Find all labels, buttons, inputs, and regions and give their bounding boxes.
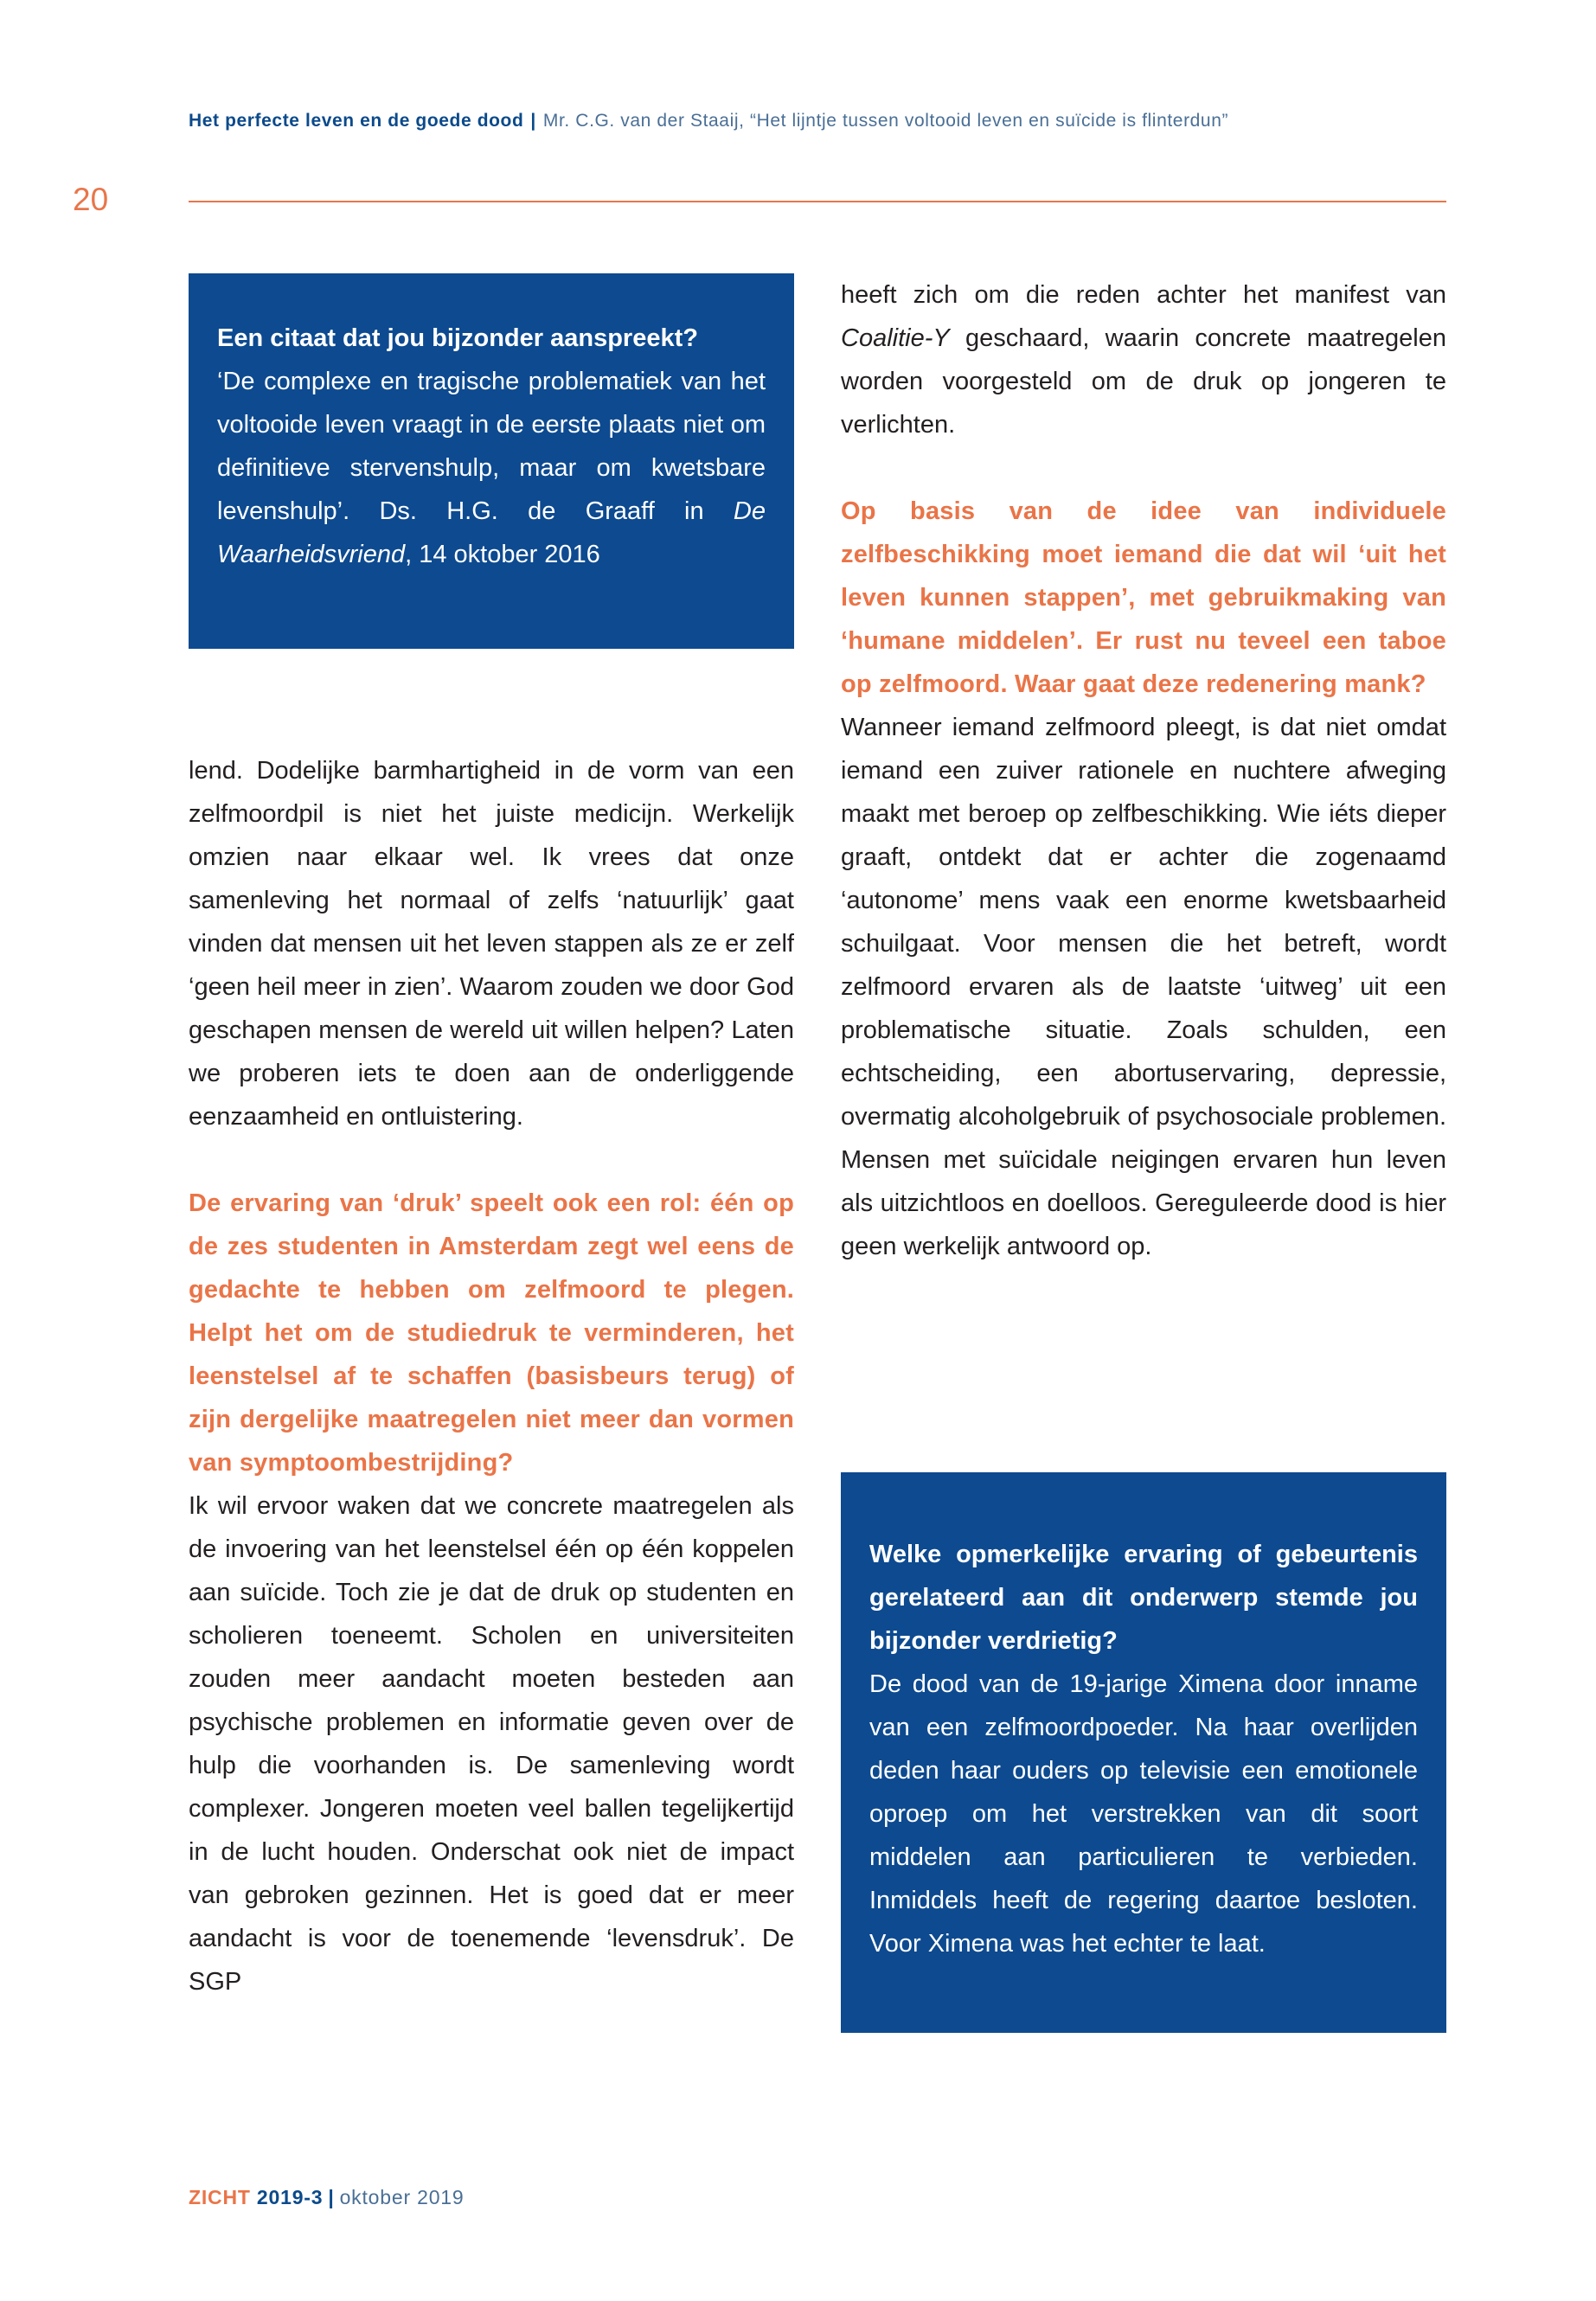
header-subtitle: Mr. C.G. van der Staaij, “Het lijntje tussen voltooid leven en suïcide is flinterdun” — [542, 111, 1229, 131]
left-paragraph-1: lend. Dodelijke barmhartigheid in de vorm van een zelfmoordpil is niet het juiste medicijn. Werkelijk omzien naar elkaar wel. Ik vrees dat onze samenleving het normaal of zelfs ‘natuurlijk’ gaat vinden dat mensen uit het leven stappen als ze er zelf ‘geen heil meer in zien’. Waarom zouden we door God geschapen mensen de wereld uit willen helpen? Laten we proberen iets te doen aan de onderliggende eenzaamheid en ontluistering. — [189, 757, 794, 1131]
right-column — [841, 273, 1446, 1268]
quote-box-question: Een citaat dat jou bijzonder aanspreekt? — [217, 324, 698, 352]
quote-box-text: ‘De complexe en tragische problematiek van het voltooide leven vraagt in de eerste plaats niet om definitieve stervenshulp, maar om kwetsbare levenshulp’. Ds. H.G. de Graaff in De Waarheidsvriend, 14 oktober 2016 — [217, 368, 766, 568]
experience-box-question: Welke opmerkelijke ervaring of gebeurtenis gerelateerd aan dit onderwerp stemde jou bijzonder verdrietig? — [869, 1541, 1418, 1655]
left-column — [189, 749, 794, 2003]
quote-box-italic-source: De Waarheidsvriend — [217, 497, 766, 568]
right-paragraph-2: Wanneer iemand zelfmoord pleegt, is dat niet omdat iemand een zuiver rationele en nuchtere afweging maakt met beroep op zelfbeschikking. Wie iéts dieper graaft, ontdekt dat er achter die zogenaamd ‘autonome’ mens vaak een enorme kwetsbaarheid schuilgaat. Voor mensen die het betreft, wordt zelfmoord ervaren als de laatste ‘uitweg’ uit een problematische situatie. Zoals schulden, een echtscheiding, een abortuservaring, depressie, overmatig alcoholgebruik of psychosociale problemen. Mensen met suïcidale neigingen ervaren hun leven als uitzichtloos en doelloos. Gereguleerde dood is hier geen werkelijk antwoord op. — [841, 714, 1446, 1260]
left-paragraph-2: Ik wil ervoor waken dat we concrete maatregelen als de invoering van het leenstelsel één op één koppelen aan suïcide. Toch zie je dat de druk op studenten en scholieren toeneemt. Scholen en universiteiten zouden meer aandacht moeten besteden aan psychische problemen en informatie geven over de hulp die voorhanden is. De samenleving wordt complexer. Jongeren moeten veel ballen tegelijkertijd in de lucht houden. Onderschat ook niet de impact van gebroken gezinnen. Het is goed dat er meer aandacht is voor de toenemende ‘levensdruk’. De SGP — [189, 1492, 794, 1996]
running-header — [189, 111, 1452, 131]
experience-box — [841, 1472, 1446, 2033]
header-rule — [189, 201, 1446, 202]
footer-separator: | — [328, 2186, 335, 2208]
right-interview-question: Op basis van de idee van individuele zelfbeschikking moet iemand die dat wil ‘uit het leven kunnen stappen’, met gebruikmaking van ‘humane middelen’. Er rust nu teveel een taboe op zelfmoord. Waar gaat deze redenering mank? — [841, 497, 1446, 698]
left-interview-question: De ervaring van ‘druk’ speelt ook een rol: één op de zes studenten in Amsterdam zegt wel eens de gedachte te hebben om zelfmoord te plegen. Helpt het om de studiedruk te verminderen, het leenstelsel af te schaffen (basisbeurs terug) of zijn dergelijke maatregelen niet meer dan vormen van symptoombestrijding? — [189, 1189, 794, 1477]
footer-magazine: ZICHT — [189, 2186, 251, 2208]
footer-issue: 2019-3 — [256, 2186, 324, 2208]
right-italic-coalitie: Coalitie-Y — [841, 324, 950, 352]
header-separator: | — [530, 111, 536, 131]
footer-date: oktober 2019 — [339, 2186, 465, 2208]
right-paragraph-1: heeft zich om die reden achter het manifest van Coalitie-Y geschaard, waarin concrete maatregelen worden voorgesteld om de druk op jongeren te verlichten. — [841, 281, 1446, 439]
quote-box — [189, 273, 794, 649]
page-number: 20 — [73, 182, 109, 217]
header-title: Het perfecte leven en de goede dood — [189, 111, 524, 131]
experience-box-text: De dood van de 19-jarige Ximena door inname van een zelfmoordpoeder. Na haar overlijden deden haar ouders op televisie een emotionele oproep om het verstrekken van dit soort middelen aan particulieren te verbieden. Inmiddels heeft de regering daartoe besloten. Voor Ximena was het echter te laat. — [869, 1670, 1418, 1958]
footer — [189, 2186, 464, 2209]
